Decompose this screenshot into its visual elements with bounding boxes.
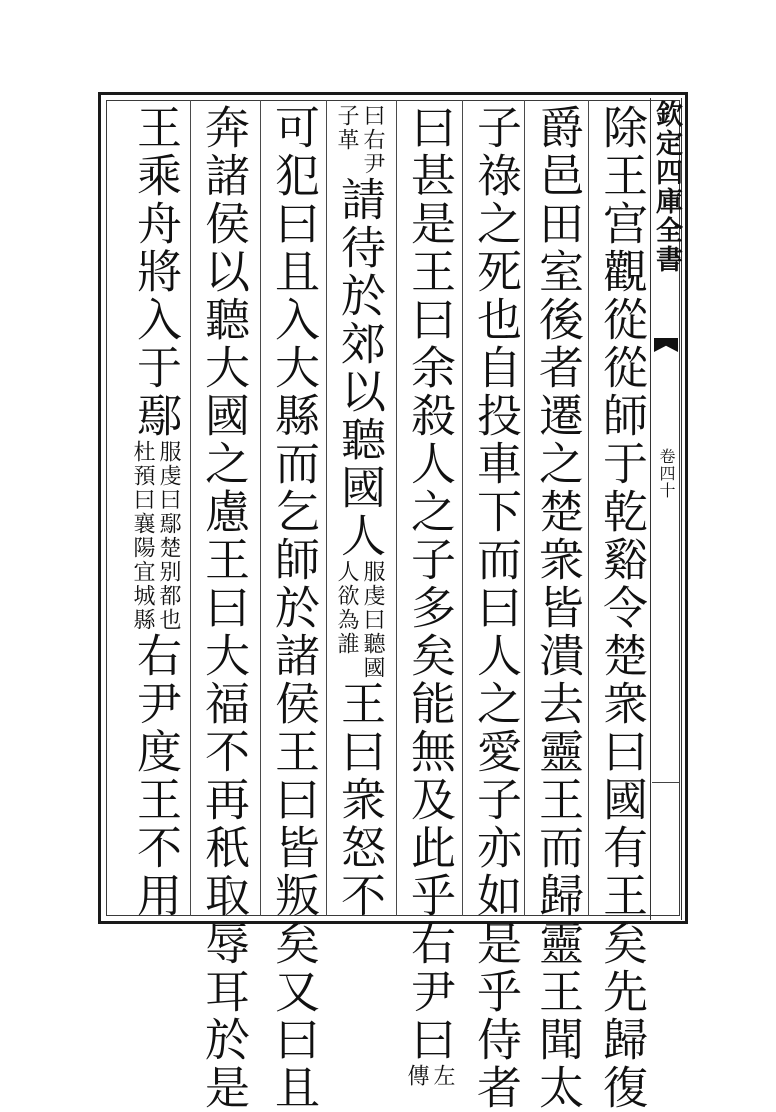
main-text: 曰甚是王曰余殺人之子多矣能無及此乎右尹曰 bbox=[403, 104, 456, 1064]
annotation-note bbox=[334, 560, 384, 680]
annotation-line-right: 左 bbox=[430, 1064, 455, 1088]
margin-rule bbox=[652, 782, 680, 783]
column-divider bbox=[588, 100, 589, 916]
column-divider bbox=[396, 100, 397, 916]
annotation-line-left: 子革 bbox=[334, 104, 359, 152]
page-inner-border bbox=[106, 100, 680, 916]
text-column-5 bbox=[333, 104, 386, 920]
annotation-note bbox=[334, 104, 384, 176]
book-title: 欽定四庫全書 bbox=[651, 100, 682, 274]
main-text: 請待於郊以聽國人 bbox=[333, 176, 386, 560]
text-column-8 bbox=[129, 104, 182, 920]
annotation-line-left: 傳 bbox=[404, 1064, 429, 1088]
main-text: 王曰衆怒不 bbox=[333, 680, 386, 920]
main-text: 王乘舟將入于鄢 bbox=[129, 104, 182, 440]
annotation-line-right: 服虔曰鄢楚别都也 bbox=[156, 440, 181, 632]
annotation-line-right: 曰右尹 bbox=[360, 104, 385, 176]
text-column-7 bbox=[197, 104, 250, 1112]
volume-label: 卷四十 bbox=[657, 448, 676, 499]
annotation-note bbox=[130, 440, 180, 632]
annotation-line-left: 杜預曰襄陽宜城縣 bbox=[130, 440, 155, 632]
column-divider bbox=[524, 100, 525, 916]
annotation-line-right: 服虔曰聽國 bbox=[360, 560, 385, 680]
text-column-6 bbox=[267, 104, 320, 1112]
main-text: 可犯曰且入大縣而乞師於諸侯王曰皆叛矣又曰且 bbox=[267, 104, 320, 1112]
column-divider bbox=[462, 100, 463, 916]
annotation-note bbox=[404, 1064, 454, 1088]
annotation-line-left: 人欲為誰 bbox=[334, 560, 359, 656]
column-divider bbox=[326, 100, 327, 916]
main-text: 右尹度王不用 bbox=[129, 632, 182, 920]
text-column-1 bbox=[595, 104, 648, 1112]
main-text: 除王宫觀從從師于乾谿令楚衆曰國有王矣先歸復 bbox=[595, 104, 648, 1112]
main-text: 爵邑田室後者遷之楚衆皆潰去靈王而歸靈王聞太 bbox=[531, 104, 584, 1112]
text-column-2 bbox=[531, 104, 584, 1112]
column-divider bbox=[190, 100, 191, 916]
column-divider bbox=[260, 100, 261, 916]
main-text: 奔諸侯以聽大國之慮王曰大福不再秖取辱耳於是 bbox=[197, 104, 250, 1112]
main-text: 子祿之死也自投車下而曰人之愛子亦如是乎侍者 bbox=[469, 104, 522, 1112]
text-column-4 bbox=[403, 104, 456, 1088]
text-column-3 bbox=[469, 104, 522, 1112]
